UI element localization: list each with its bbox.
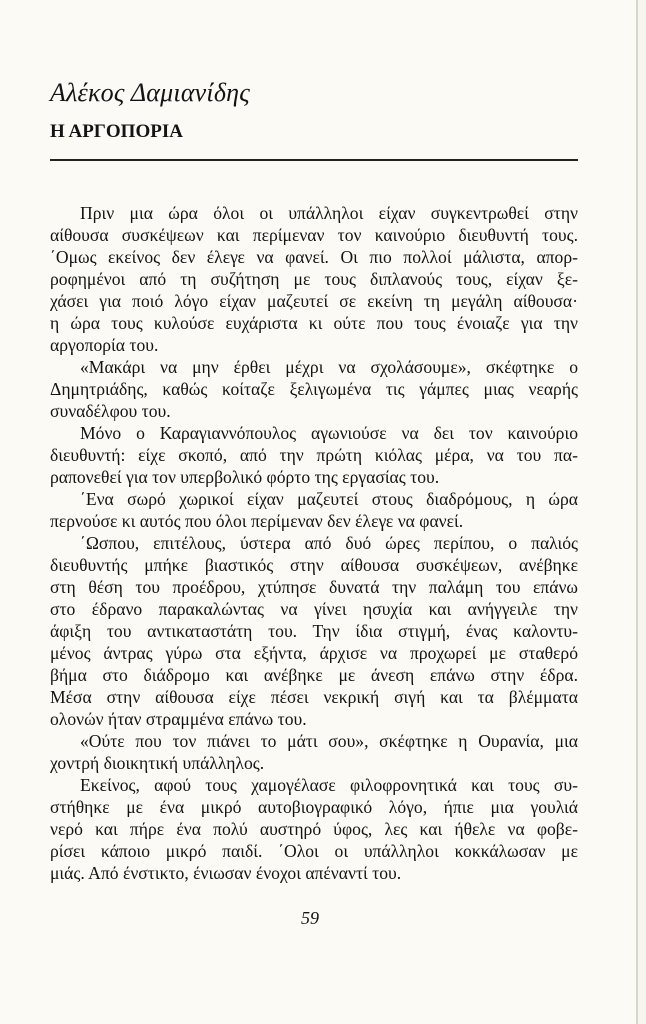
text-line: «Ούτε που τον πιάνει το μάτι σου», σκέφτηκε η Ουρανία, μια [80,731,578,751]
text-line: Μόνο ο Καραγιαννόπουλος αγωνιούσε να δει τον καινούριο [80,423,578,443]
text-line: ΄Ωσπου, επιτέλους, ύστερα από δυό ώρες περίπου, ο παλιός [80,533,578,553]
text-line: νερό και πήρε ένα πολύ αυστηρό ύφος, λες και ήθελε να φοβε- [50,819,578,839]
text-line: χάσει για ποιό λόγο είχαν μαζευτεί σε εκείνη τη μεγάλη αίθουσα· [50,291,578,311]
text-line: άφιξη του αντικαταστάτη του. Την ίδια στιγμή, ένας καλοντυ- [50,621,578,641]
text-line: διευθυντή: είχε σκοπό, από την πρώτη κιόλας μέρα, να του πα- [50,445,578,465]
text-line: μιάς. Από ένστικτο, ένιωσαν ένοχοι απέναντί του. [50,863,402,883]
text-line: ΄Ομως εκείνος δεν έλεγε να φανεί. Οι πιο πολλοί μάλιστα, απορ- [50,247,578,267]
text-line: συναδέλφου του. [50,401,171,421]
text-line: στο έδρανο παρακαλώντας να γίνει ησυχία και ανήγγειλε την [50,599,578,619]
page-number: 59 [301,908,319,928]
text-line: διευθυντής μπήκε βιαστικός στην αίθουσα συσκέψεων, ανέβηκε [50,555,578,575]
text-line: ολονών ήταν στραμμένα επάνω του. [50,709,307,729]
text-line: περνούσε κι αυτός που όλοι περίμεναν δεν έλεγε να φανεί. [50,511,464,531]
title-rule [50,159,578,161]
text-line: η ώρα τους κυλούσε ευχάριστα κι ούτε που τους ένοιαζε για την [50,313,578,333]
text-line: χοντρή διοικητική υπάλληλος. [50,753,265,773]
text-line: Πριν μια ώρα όλοι οι υπάλληλοι είχαν συγκεντρωθεί στην [80,203,578,223]
text-line: αργοπορία του. [50,335,159,355]
text-line: Δημητριάδης, καθώς κοίταζε ξελιγωμένα τις γάμπες μιας νεαρής [50,379,578,399]
text-line: ροφημένοι από τη συζήτηση με τους διπλανούς τους, είχαν ξε- [50,269,578,289]
text-line: Μέσα στην αίθουσα είχε πέσει νεκρική σιγή και τα βλέμματα [50,687,578,707]
text-line: ραπονεθεί για τον υπερβολικό φόρτο της εργασίας του. [50,467,440,487]
author-name: Αλέκος Δαμιανίδης [50,78,250,107]
text-line: «Μακάρι να μην έρθει μέχρι να σχολάσουμε», σκέφτηκε ο [80,357,578,377]
text-line: βήμα στο διάδρομο και ανέβηκε με άνεση επάνω στην έδρα. [50,665,578,685]
text-line: στη θέση του προέδρου, χτύπησε δυνατά την παλάμη του επάνω [50,577,578,597]
text-line: ΄Ενα σωρό χωρικοί είχαν μαζευτεί στους διαδρόμους, η ώρα [80,489,578,509]
text-line: αίθουσα συσκέψεων και περίμεναν τον καινούριο διευθυντή τους. [50,225,578,245]
text-line: στήθηκε με ένα μικρό αυτοβιογραφικό λόγο, ήπιε μια γουλιά [50,797,578,817]
story-title: Η ΑΡΓΟΠΟΡΙΑ [50,121,183,142]
body-text [50,202,578,884]
text-line: ρίσει κάποιο μικρό παιδί. ΄Ολοι οι υπάλληλοι κοκκάλωσαν με [50,841,578,861]
text-line: μένος άντρας γύρω στα εξήντα, άρχισε να προχωρεί με σταθερό [50,643,578,663]
text-line: Εκείνος, αφού τους χαμογέλασε φιλοφρονητικά και τους συ- [80,775,578,795]
